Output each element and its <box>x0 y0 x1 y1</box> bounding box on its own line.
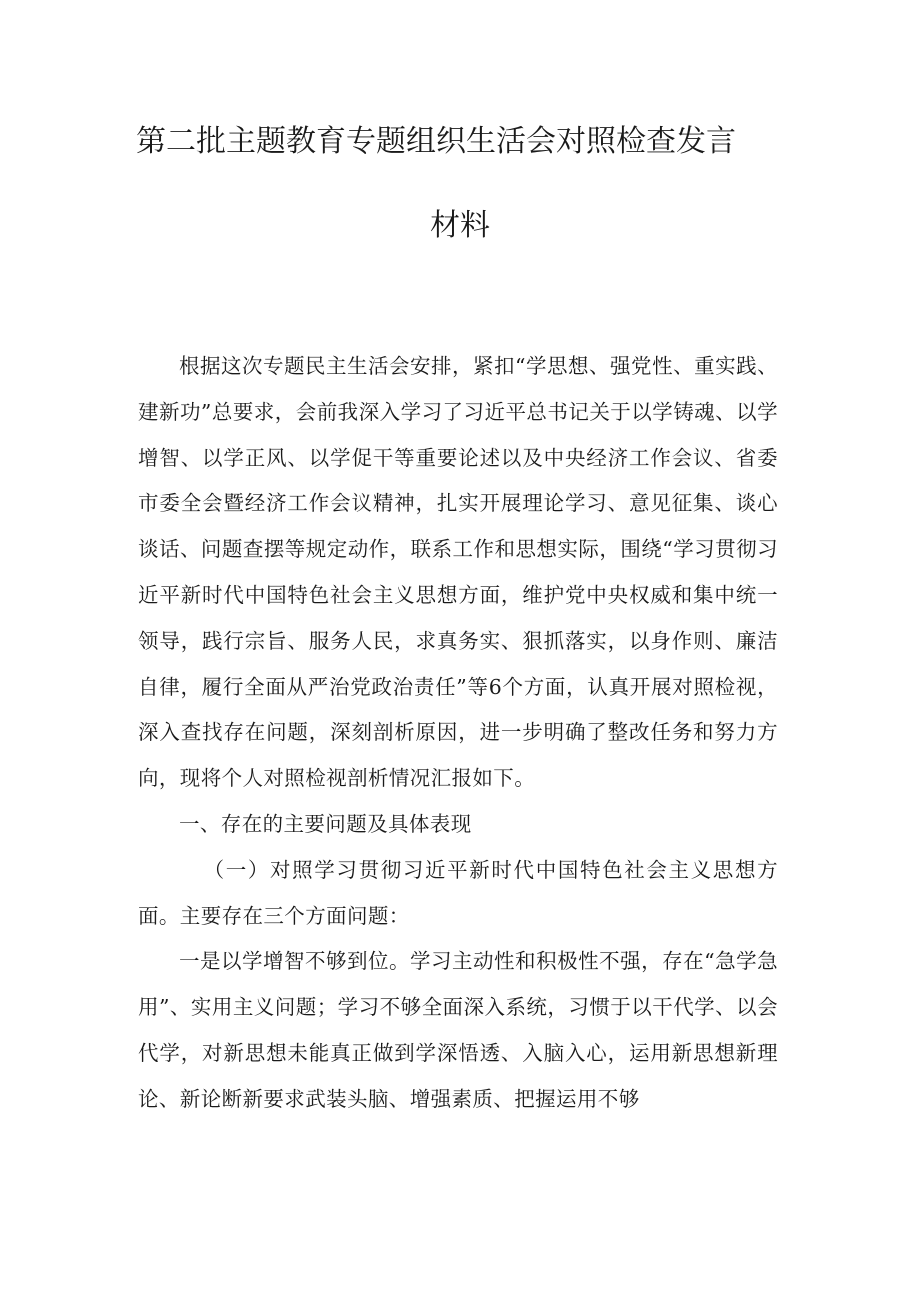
intro-paragraph: 根据这次专题民主生活会安排，紧扣“学思想、强党性、重实践、建新功”总要求，会前我深入学习了习近平总书记关于以学铸魂、以学增智、以学正风、以学促干等重要论述以及中央经济工作会议、省委市委全会暨经济工作会议精神，扎实开展理论学习、意见征集、谈心谈话、问题查摆等规定动作，联系工作和思想实际，围绕“学习贯彻习近平新时代中国特色社会主义思想方面，维护党中央权威和集中统一领导，践行宗旨、服务人民，求真务实、狠抓落实，以身作则、廉洁自律，履行全面从严治党政治责任”等6个方面，认真开展对照检视，深入查找存在问题，深刻剖析原因，进一步明确了整改任务和努力方向，现将个人对照检视剖析情况汇报如下。 <box>138 354 778 791</box>
subsection-heading: （一）对照学习贯彻习近平新时代中国特色社会主义思想方面。主要存在三个方面问题： <box>138 857 778 928</box>
document-title-line-2: 材料 <box>430 208 490 243</box>
document-title-line-1: 第二批主题教育专题组织生活会对照检查发言 <box>136 124 736 159</box>
document-body <box>138 344 778 1123</box>
section-heading: 一、存在的主要问题及具体表现 <box>179 811 472 836</box>
body-paragraph: 一是以学增智不够到位。学习主动性和积极性不强，存在“急学急用”、实用主义问题；学习不够全面深入系统，习惯于以干代学、以会代学，对新思想未能真正做到学深悟透、入脑入心，运用新思想新理论、新论断新要求武装头脑、增强素质、把握运用不够 <box>138 949 778 1111</box>
